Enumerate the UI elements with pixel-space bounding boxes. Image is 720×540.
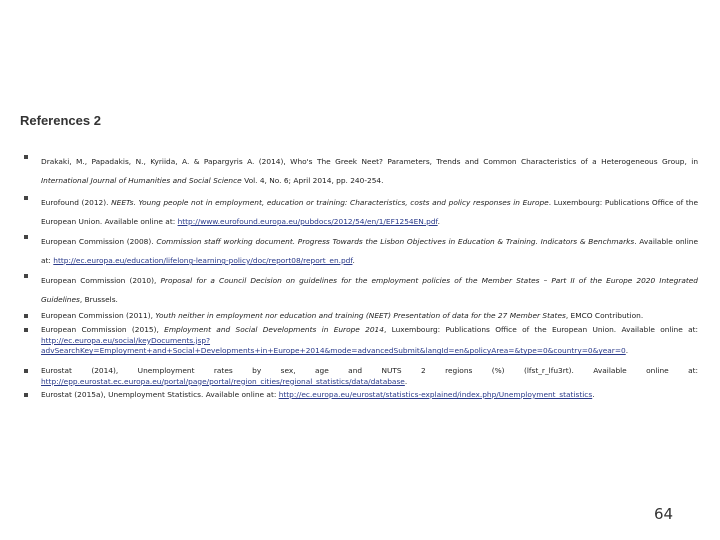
- bullet-icon: [24, 274, 28, 278]
- reference-details: Vol. 4, No. 6; April 2014, pp. 240-254.: [241, 176, 384, 185]
- reference-text: [41, 366, 698, 387]
- reference-text: [41, 311, 698, 321]
- bullet-icon: [24, 393, 28, 397]
- reference-title: NEETs. Young people not in employment, education or training: Characteristics, costs and policy responses in Europe: [111, 198, 549, 207]
- bullet-icon: [24, 196, 28, 200]
- reference-text: [41, 325, 698, 357]
- reference-author: Drakaki, M., Papadakis, N., Kyriida, A. & Papargyris A. (2014), Who's The Greek Neet? Parameters, Trends and Common Characteristics of a Heterogeneous Group, in: [41, 157, 698, 166]
- reference-link[interactable]: http://ec.europa.eu/social/keyDocuments.jsp?advSearchKey=Employment+and+Social+Developments+in+Europe+2014&mode=advancedSubmit&langId=en&policyArea=&type=0&country=0&year=0: [41, 335, 626, 356]
- reference-author: European Commission (2010),: [41, 276, 161, 285]
- page-title: References 2: [20, 113, 101, 128]
- reference-link[interactable]: http://ec.europa.eu/education/lifelong-learning-policy/doc/report08/report_en.pdf: [53, 256, 353, 265]
- reference-text: [41, 193, 698, 231]
- reference-author: European Commission (2008).: [41, 237, 157, 246]
- reference-tail: .: [352, 256, 355, 265]
- reference-author: Eurostat (2015a), Unemployment Statistics. Available online at:: [41, 390, 279, 399]
- reference-text: [41, 271, 698, 309]
- reference-title: Commission staff working document. Progress Towards the Lisbon Objectives in Education & Training. Indicators & Benchmarks: [156, 237, 635, 246]
- reference-tail: .: [592, 390, 595, 399]
- reference-details: , EMCO Contribution.: [565, 311, 644, 320]
- bullet-icon: [24, 369, 28, 373]
- reference-tail: .: [404, 376, 408, 386]
- reference-details: , Brussels.: [79, 295, 118, 304]
- reference-details: , Luxembourg: Publications Office of the European Union. Available online at:: [383, 325, 698, 334]
- page-number: 64: [654, 505, 674, 523]
- reference-tail: .: [437, 217, 440, 226]
- reference-author: Eurofound (2012).: [41, 198, 112, 207]
- reference-author: European Commission (2015),: [41, 325, 165, 334]
- reference-details: . Luxembourg: Publications Office of the European Union. Available online at:: [41, 198, 698, 226]
- reference-text: [41, 152, 698, 190]
- top-rule: [0, 0, 720, 3]
- reference-link[interactable]: http://epp.eurostat.ec.europa.eu/portal/page/portal/region_cities/regional_statistics/data/database: [41, 376, 405, 386]
- reference-tail: .: [625, 346, 629, 356]
- reference-title: Proposal for a Council Decision on guidelines for the employment policies of the Member States – Part II of the Europe 2020 Integrated Guidelines: [41, 276, 698, 304]
- reference-author: European Commission (2011),: [41, 311, 156, 320]
- reference-text: [41, 390, 698, 400]
- reference-details: . Available online at:: [41, 237, 698, 265]
- bullet-icon: [24, 155, 28, 159]
- reference-link[interactable]: http://www.eurofound.europa.eu/pubdocs/2012/54/en/1/EF1254EN.pdf: [177, 217, 438, 226]
- bullet-icon: [24, 235, 28, 239]
- reference-link[interactable]: http://ec.europa.eu/eurostat/statistics-explained/index.php/Unemployment_statistics: [278, 390, 593, 399]
- bullet-icon: [24, 328, 28, 332]
- reference-title: International Journal of Humanities and Social Science: [41, 176, 242, 185]
- reference-title: Youth neither in employment nor education and training (NEET) Presentation of data for the 27 Member States: [155, 311, 566, 320]
- reference-text: [41, 232, 698, 270]
- bullet-icon: [24, 314, 28, 318]
- reference-author: Eurostat (2014), Unemployment rates by sex, age and NUTS 2 regions (%) (lfst_r_lfu3rt). Available online at:: [41, 366, 698, 375]
- reference-title: Employment and Social Developments in Europe 2014: [164, 325, 384, 334]
